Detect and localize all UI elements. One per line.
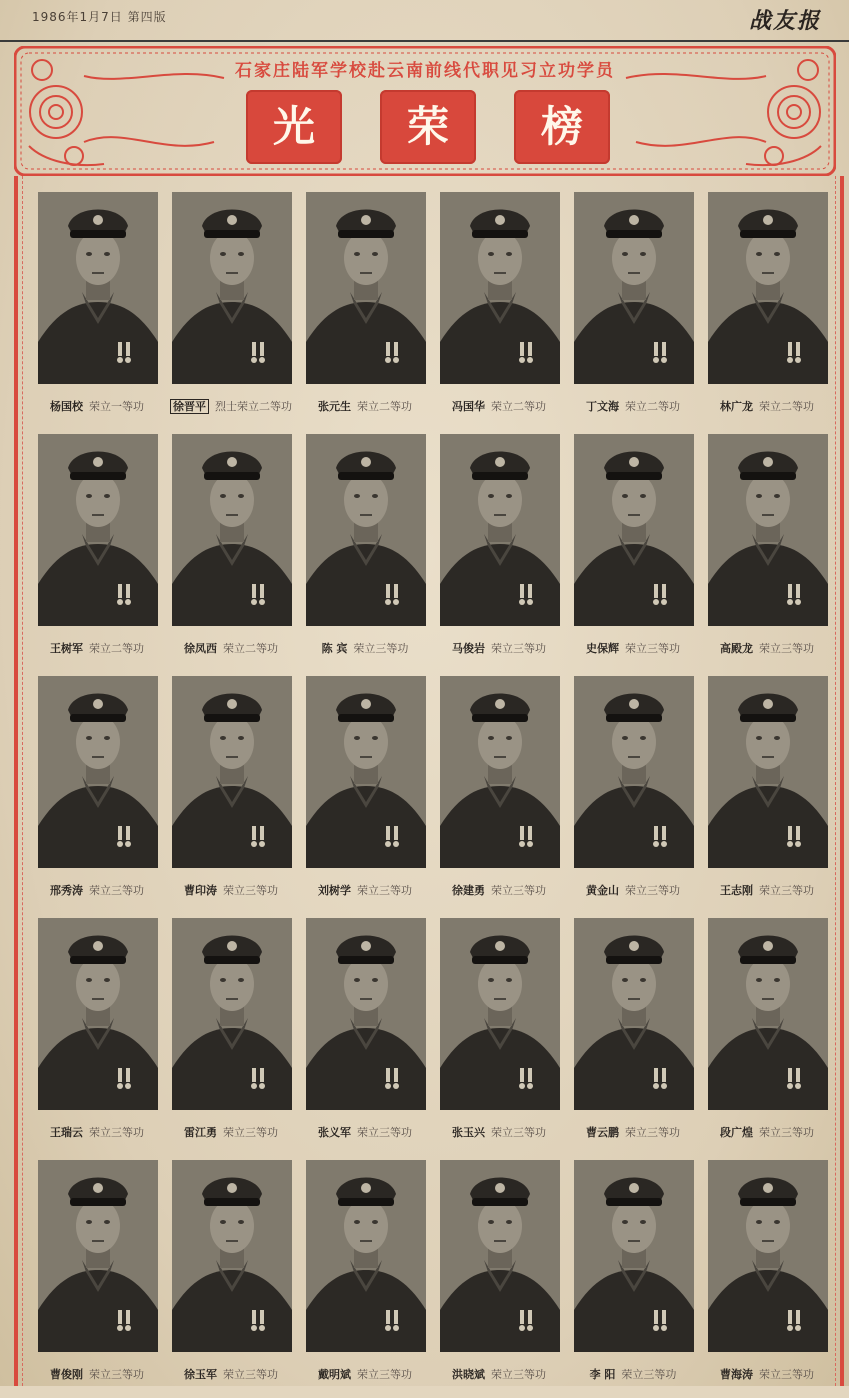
- honoree-portrait-photo: [306, 1160, 426, 1352]
- honoree-card: [700, 1156, 834, 1398]
- honoree-card: [566, 1156, 700, 1398]
- honoree-name: 曹海涛: [720, 1368, 753, 1381]
- honoree-card: [298, 672, 432, 914]
- honoree-merit: 荣立三等功: [625, 1126, 680, 1139]
- honoree-name: 戴明斌: [318, 1368, 351, 1381]
- honoree-caption: [432, 1124, 566, 1140]
- honoree-portrait-photo: [172, 676, 292, 868]
- honoree-caption: [164, 1366, 298, 1382]
- honoree-card: [164, 672, 298, 914]
- honoree-portrait-photo: [708, 918, 828, 1110]
- honoree-card: [432, 914, 566, 1156]
- honoree-card: [30, 430, 164, 672]
- honoree-merit: 烈士荣立二等功: [215, 400, 292, 413]
- honoree-caption: [566, 882, 700, 898]
- honoree-portrait-photo: [38, 192, 158, 384]
- honoree-caption: [432, 882, 566, 898]
- honoree-caption: [566, 1124, 700, 1140]
- honoree-caption: [566, 398, 700, 414]
- honoree-merit: 荣立三等功: [353, 642, 409, 655]
- honoree-name: 王树军: [50, 642, 83, 655]
- honoree-name: 段广煌: [720, 1126, 753, 1139]
- honoree-portrait-photo: [172, 434, 292, 626]
- honoree-caption: [30, 882, 164, 898]
- honoree-name: 丁文海: [586, 400, 619, 413]
- honoree-caption: [30, 640, 164, 656]
- honoree-card: [164, 914, 298, 1156]
- honoree-portrait-photo: [440, 918, 560, 1110]
- honoree-caption: [298, 640, 432, 656]
- honoree-merit: 荣立二等功: [223, 642, 278, 655]
- honoree-merit: 荣立三等功: [759, 884, 814, 897]
- honoree-card: [700, 430, 834, 672]
- honoree-caption: [700, 398, 834, 414]
- honoree-caption: [298, 882, 432, 898]
- honoree-name: 张义军: [318, 1126, 351, 1139]
- honoree-card: [700, 188, 834, 430]
- honoree-portrait-photo: [574, 434, 694, 626]
- honoree-merit: 荣立二等功: [625, 400, 680, 413]
- honoree-name: 曹印涛: [184, 884, 217, 897]
- honoree-merit: 荣立三等功: [621, 1368, 677, 1381]
- honoree-name: 张玉兴: [452, 1126, 485, 1139]
- honoree-portrait-photo: [38, 918, 158, 1110]
- honoree-card: [298, 914, 432, 1156]
- honoree-card: [432, 1156, 566, 1398]
- honoree-card: [432, 430, 566, 672]
- honoree-merit: 荣立三等功: [89, 1368, 144, 1381]
- honoree-card: [700, 672, 834, 914]
- honoree-caption: [164, 1124, 298, 1140]
- honoree-caption: [700, 1366, 834, 1382]
- honoree-name: 黄金山: [586, 884, 619, 897]
- honoree-portrait-photo: [38, 434, 158, 626]
- honoree-merit: 荣立三等功: [491, 1368, 546, 1381]
- honoree-portrait-photo: [708, 434, 828, 626]
- honoree-caption: [30, 398, 164, 414]
- honoree-merit: 荣立三等功: [357, 1368, 412, 1381]
- honoree-caption: [30, 1366, 164, 1382]
- honoree-merit: 荣立二等功: [759, 400, 814, 413]
- title-char-box: 榜: [514, 90, 610, 164]
- honoree-portrait-photo: [440, 676, 560, 868]
- honoree-portrait-photo: [306, 676, 426, 868]
- honoree-caption: [298, 398, 432, 414]
- honoree-portrait-photo: [440, 434, 560, 626]
- honoree-name: 邢秀涛: [50, 884, 83, 897]
- honoree-card: [432, 188, 566, 430]
- honoree-caption: [566, 1366, 700, 1382]
- honoree-name: 林广龙: [720, 400, 753, 413]
- honoree-card: [566, 672, 700, 914]
- honoree-caption: [700, 640, 834, 656]
- honoree-card: [298, 430, 432, 672]
- honoree-caption: [164, 640, 298, 656]
- honoree-merit: 荣立三等功: [89, 884, 144, 897]
- honoree-portrait-photo: [172, 918, 292, 1110]
- issue-date: 1986年1月7日 第四版: [32, 10, 167, 24]
- honoree-caption: [566, 640, 700, 656]
- honoree-name: 高殿龙: [720, 642, 753, 655]
- honoree-caption: [432, 398, 566, 414]
- honoree-merit: 荣立二等功: [491, 400, 546, 413]
- honoree-merit: 荣立三等功: [625, 642, 680, 655]
- honoree-merit: 荣立三等功: [625, 884, 680, 897]
- honoree-card: [432, 672, 566, 914]
- honoree-name: 王瑞云: [50, 1126, 83, 1139]
- honoree-name: 马俊岩: [452, 642, 485, 655]
- honoree-portrait-photo: [440, 192, 560, 384]
- honoree-portrait-photo: [172, 1160, 292, 1352]
- honoree-name: 徐凤西: [184, 642, 217, 655]
- honoree-card: [298, 1156, 432, 1398]
- honoree-card: [30, 1156, 164, 1398]
- honoree-portrait-photo: [172, 192, 292, 384]
- honoree-merit: 荣立三等功: [357, 1126, 412, 1139]
- honoree-name: 徐玉军: [184, 1368, 217, 1381]
- honoree-caption: [432, 640, 566, 656]
- honoree-merit: 荣立三等功: [89, 1126, 144, 1139]
- honoree-name: 张元生: [318, 400, 351, 413]
- honoree-caption: [164, 398, 298, 414]
- honoree-merit: 荣立三等功: [223, 1368, 278, 1381]
- honoree-portrait-photo: [574, 918, 694, 1110]
- honoree-merit: 荣立二等功: [357, 400, 412, 413]
- honoree-caption: [298, 1366, 432, 1382]
- honoree-merit: 荣立二等功: [89, 642, 144, 655]
- title-char-box: 光: [246, 90, 342, 164]
- honoree-portrait-photo: [306, 918, 426, 1110]
- honoree-card: [566, 188, 700, 430]
- honoree-caption: [164, 882, 298, 898]
- banner-subtitle: 石家庄陆军学校赴云南前线代职见习立功学员: [235, 61, 615, 81]
- honoree-card: [566, 430, 700, 672]
- honoree-grid: [30, 188, 836, 1398]
- honoree-merit: 荣立三等功: [491, 884, 546, 897]
- honoree-merit: 荣立三等功: [223, 884, 278, 897]
- honoree-name: 洪晓斌: [452, 1368, 485, 1381]
- honoree-name: 曹俊刚: [50, 1368, 83, 1381]
- honoree-name: 陈 宾: [321, 642, 348, 655]
- honoree-portrait-photo: [708, 192, 828, 384]
- honoree-portrait-photo: [574, 676, 694, 868]
- honoree-merit: 荣立三等功: [759, 1126, 814, 1139]
- honoree-card: [298, 188, 432, 430]
- honoree-portrait-photo: [306, 434, 426, 626]
- honoree-name: 刘树学: [318, 884, 351, 897]
- honoree-portrait-photo: [38, 676, 158, 868]
- honoree-portrait-photo: [574, 192, 694, 384]
- honoree-caption: [30, 1124, 164, 1140]
- honoree-card: [700, 914, 834, 1156]
- honoree-merit: 荣立三等功: [223, 1126, 278, 1139]
- honoree-merit: 荣立三等功: [491, 642, 546, 655]
- honoree-name: 杨国校: [50, 400, 83, 413]
- honoree-portrait-photo: [306, 192, 426, 384]
- honoree-merit: 荣立三等功: [491, 1126, 546, 1139]
- honoree-card: [164, 1156, 298, 1398]
- honoree-caption: [700, 1124, 834, 1140]
- honoree-name: 王志刚: [720, 884, 753, 897]
- honoree-caption: [432, 1366, 566, 1382]
- honoree-portrait-photo: [708, 1160, 828, 1352]
- honoree-card: [30, 188, 164, 430]
- honoree-caption: [298, 1124, 432, 1140]
- honoree-card: [164, 188, 298, 430]
- honoree-card: [566, 914, 700, 1156]
- honoree-name: 徐建勇: [452, 884, 485, 897]
- honoree-merit: 荣立三等功: [759, 1368, 814, 1381]
- honoree-card: [30, 672, 164, 914]
- honoree-name: 史保辉: [586, 642, 619, 655]
- masthead: [0, 0, 849, 42]
- honoree-merit: 荣立三等功: [759, 642, 814, 655]
- honoree-merit: 荣立一等功: [89, 400, 144, 413]
- honoree-name: 曹云鹏: [586, 1126, 619, 1139]
- honor-roll-banner: [14, 46, 836, 176]
- honoree-portrait-photo: [38, 1160, 158, 1352]
- honoree-caption: [700, 882, 834, 898]
- honoree-portrait-photo: [440, 1160, 560, 1352]
- honoree-portrait-photo: [574, 1160, 694, 1352]
- honoree-card: [164, 430, 298, 672]
- title-char-box: 荣: [380, 90, 476, 164]
- honoree-card: [30, 914, 164, 1156]
- honoree-merit: 荣立三等功: [357, 884, 412, 897]
- paper-name: 战友报: [748, 8, 821, 34]
- honoree-name: 冯国华: [452, 400, 485, 413]
- honoree-name: 雷江勇: [184, 1126, 217, 1139]
- honoree-portrait-photo: [708, 676, 828, 868]
- honoree-name: 李 阳: [589, 1368, 616, 1381]
- honoree-name: 徐晋平: [170, 399, 209, 414]
